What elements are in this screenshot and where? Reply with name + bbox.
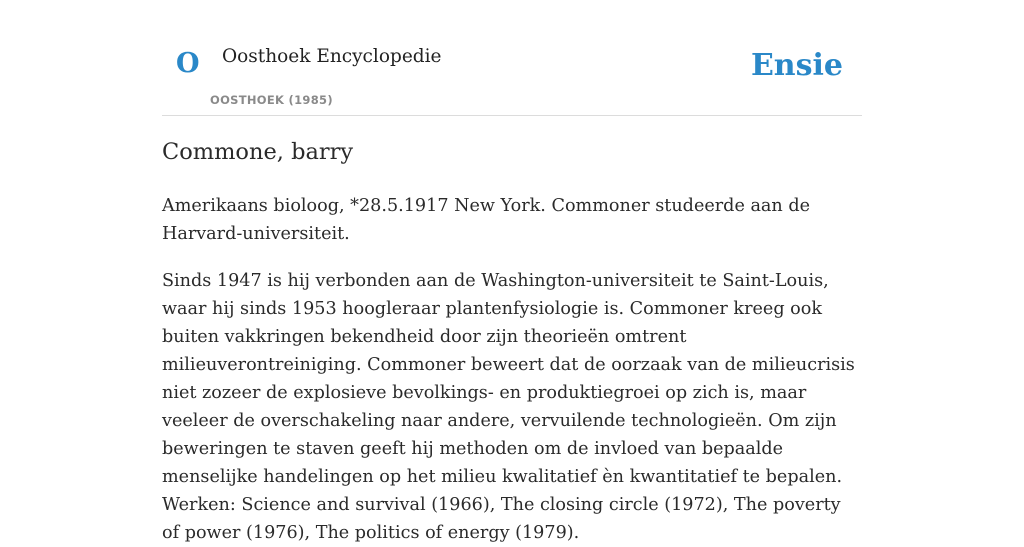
source-logo[interactable]: O [176,48,200,79]
source-title[interactable]: Oosthoek Encyclopedie [222,46,442,67]
entry-paragraph: Sinds 1947 is hij verbonden aan de Washington-universiteit te Saint-Louis, waar hij sinds 1953 hoogleraar plantenfysiologie is. Commoner kreeg ook buiten vakkringen bekendheid door zijn theorieën omtrent milieuverontreiniging. Commoner beweert dat de oorzaak van de milieucrisis niet zozeer de explosieve bevolkings- en produktiegroei op zich is, maar veeleer de overschakeling naar andere, vervuilende technologieën. Om zijn beweringen te staven geeft hij methoden om de invloed van bepaalde menselijke handelingen op het milieu kwalitatief èn kwantitatief te bepalen. Werken: Science and survival (1966), The closing circle (1972), The poverty of power (1976), The politics of energy (1979). [162,271,855,543]
source-subtitle: OOSTHOEK (1985) [210,93,333,107]
page-container [162,0,862,543]
brand-logo[interactable]: Ensie [750,48,843,83]
entry-title: Commone, barry [162,139,354,165]
source-header [162,0,862,116]
entry-paragraph: Amerikaans bioloog, *28.5.1917 New York. Commoner studeerde aan de Harvard-universiteit. [162,196,811,244]
